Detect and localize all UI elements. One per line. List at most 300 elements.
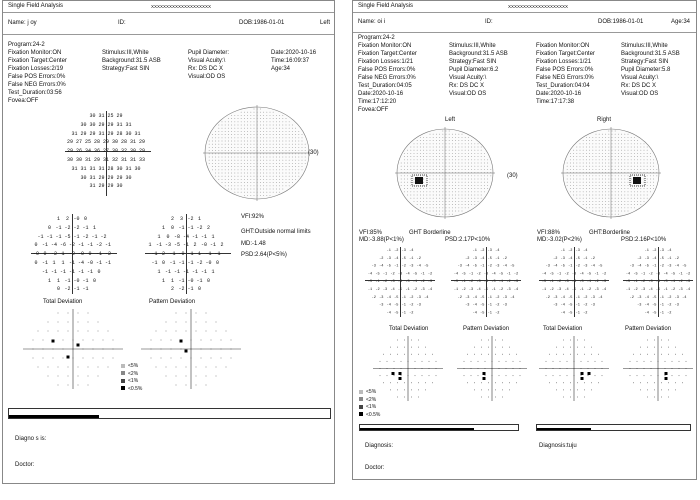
gray-dot <box>414 147 415 148</box>
numeric-cell: -2 <box>394 249 399 253</box>
gray-dot <box>433 169 434 170</box>
gray-dot <box>637 175 638 176</box>
numeric-grid <box>623 247 693 317</box>
gray-dot <box>452 140 453 141</box>
gray-dot <box>270 166 271 167</box>
gray-dot <box>449 182 450 183</box>
gray-dot <box>426 201 427 202</box>
gray-dot <box>644 150 645 151</box>
gray-dot <box>209 153 210 154</box>
gray-dot <box>414 179 415 180</box>
gray-dot <box>247 160 248 161</box>
gray-dot <box>602 134 603 135</box>
numeric-cell: -4 <box>655 280 661 285</box>
prob-dot <box>201 358 202 359</box>
gray-dot <box>644 169 645 170</box>
gray-dot <box>250 153 251 154</box>
gray-dot <box>270 131 271 132</box>
gray-dot <box>599 159 600 160</box>
gray-dot <box>589 137 590 138</box>
gray-dot <box>234 128 235 129</box>
prob-dot <box>113 358 114 359</box>
gray-dot <box>580 159 581 160</box>
gray-dot <box>462 175 463 176</box>
gray-dot <box>634 147 635 148</box>
gray-dot <box>289 179 290 180</box>
gray-dot <box>573 169 574 170</box>
gray-dot <box>462 156 463 157</box>
gray-dot <box>250 157 251 158</box>
gray-dot <box>404 156 405 157</box>
gray-dot <box>263 121 264 122</box>
numeric-cell: -3 <box>583 264 588 269</box>
gray-dot <box>474 204 475 205</box>
gray-dot <box>452 211 453 212</box>
gray-dot <box>612 163 613 164</box>
gray-dot <box>254 176 255 177</box>
gray-dot <box>586 207 587 208</box>
gray-dot <box>247 131 248 132</box>
prob-dot <box>201 340 202 341</box>
gray-dot <box>650 188 651 189</box>
gray-dot <box>212 166 213 167</box>
gray-dot <box>589 166 590 167</box>
gray-dot <box>215 160 216 161</box>
prob-dot <box>196 367 197 368</box>
gray-dot <box>254 182 255 183</box>
threshold-value: 31 <box>102 157 110 163</box>
gray-dot <box>624 191 625 192</box>
threshold-value: 36 <box>93 148 101 155</box>
gray-dot <box>631 207 632 208</box>
gray-dot <box>637 195 638 196</box>
prob-dot <box>598 354 599 355</box>
prob-dot <box>196 313 197 314</box>
prob-dot <box>488 382 489 383</box>
total-deviation-value: -1 <box>64 277 71 284</box>
gray-dot <box>449 134 450 135</box>
prob-dot <box>675 389 676 390</box>
gray-dot <box>580 185 581 186</box>
gray-dot <box>423 140 424 141</box>
gray-dot <box>471 201 472 202</box>
gray-dot <box>586 182 587 183</box>
prob-mark <box>665 372 668 375</box>
gray-dot <box>583 185 584 186</box>
gray-dot <box>417 204 418 205</box>
gray-dot <box>247 163 248 164</box>
threshold-value: 31 <box>125 165 132 172</box>
gray-dot <box>282 189 283 190</box>
prob-dot <box>640 354 641 355</box>
numeric-cell: -5 <box>568 311 573 316</box>
gray-dot <box>292 134 293 135</box>
gray-dot <box>241 179 242 180</box>
prob-dot <box>488 389 489 390</box>
gray-dot <box>270 125 271 126</box>
gray-dot <box>279 160 280 161</box>
threshold-value: 25 <box>107 113 114 119</box>
gray-dot <box>471 195 472 196</box>
gray-dot <box>260 195 261 196</box>
prob-dot <box>411 347 412 348</box>
gray-dot <box>298 144 299 145</box>
gray-dot <box>263 157 264 158</box>
gray-dot <box>599 147 600 148</box>
prob-dot <box>425 382 426 383</box>
gray-dot <box>634 195 635 196</box>
gray-dot <box>404 179 405 180</box>
prob-dot <box>668 397 669 398</box>
prob-dot <box>682 354 683 355</box>
gray-dot <box>266 121 267 122</box>
total-deviation-value: -6 <box>59 242 67 249</box>
pattern-deviation-value: 2 <box>193 242 197 249</box>
gray-dot <box>621 185 622 186</box>
gray-dot <box>592 137 593 138</box>
gray-dot <box>583 140 584 141</box>
gray-dot <box>468 198 469 199</box>
gray-dot <box>446 204 447 205</box>
prob-dot <box>563 347 564 348</box>
threshold-value: 31 <box>89 174 96 181</box>
gray-dot <box>605 201 606 202</box>
gray-dot <box>414 166 415 167</box>
gray-dot <box>407 166 408 167</box>
prob-dot <box>570 397 571 398</box>
numeric-cell: -4 <box>386 311 391 316</box>
gray-dot <box>215 134 216 135</box>
numeric-cell: -4 <box>590 264 595 269</box>
gray-dot <box>266 176 267 177</box>
gray-dot <box>414 159 415 160</box>
gray-dot <box>449 188 450 189</box>
prob-dot <box>506 361 507 362</box>
gray-dot <box>442 163 443 164</box>
gray-dot <box>653 185 654 186</box>
gray-dot <box>628 166 629 167</box>
total-deviation-value: -1 <box>50 268 58 275</box>
gray-dot <box>423 143 424 144</box>
prob-dot <box>113 340 114 341</box>
gray-dot <box>286 141 287 142</box>
prob-dot <box>553 375 554 376</box>
gray-dot <box>452 191 453 192</box>
gray-dot <box>596 182 597 183</box>
gray-dot <box>238 121 239 122</box>
gray-dot <box>596 166 597 167</box>
gray-dot <box>423 204 424 205</box>
gray-dot <box>302 134 303 135</box>
prob-dot <box>166 322 167 323</box>
gray-dot <box>455 198 456 199</box>
gray-dot <box>215 131 216 132</box>
gray-dot <box>631 156 632 157</box>
gray-dot <box>423 191 424 192</box>
gray-dot <box>624 179 625 180</box>
gray-dot <box>452 137 453 138</box>
gray-dot <box>449 150 450 151</box>
gray-dot <box>266 128 267 129</box>
prob-dot <box>630 361 631 362</box>
numeric-cell: -3 <box>644 256 649 261</box>
report-right-dual <box>352 0 697 480</box>
prob-dot <box>495 354 496 355</box>
gray-dot <box>222 137 223 138</box>
pattern-deviation-value: -1 <box>182 268 190 275</box>
prob-dot <box>577 397 578 398</box>
numeric-cell: -3 <box>386 256 391 261</box>
numeric-cell: -4 <box>483 280 489 285</box>
gray-dot <box>231 147 232 148</box>
gray-dot <box>640 150 641 151</box>
gray-dot <box>436 159 437 160</box>
gray-dot <box>433 153 434 154</box>
gray-dot <box>490 175 491 176</box>
gray-dot <box>458 185 459 186</box>
gray-dot <box>458 153 459 154</box>
gray-dot <box>241 157 242 158</box>
gray-dot <box>298 157 299 158</box>
prob-dot <box>581 361 582 362</box>
gray-dot <box>410 195 411 196</box>
gray-dot <box>647 188 648 189</box>
gray-dot <box>462 134 463 135</box>
gray-dot <box>465 185 466 186</box>
gray-dot <box>644 163 645 164</box>
gray-dot <box>478 166 479 167</box>
total-deviation-value: -1 <box>41 260 49 266</box>
gray-dot <box>218 173 219 174</box>
prob-dot <box>206 322 207 323</box>
numeric-cell: -4 <box>583 249 588 253</box>
gray-dot <box>462 147 463 148</box>
gray-dot <box>586 191 587 192</box>
numeric-cell: -3 <box>545 264 550 269</box>
gray-dot <box>471 156 472 157</box>
gray-dot <box>266 166 267 167</box>
gray-dot <box>468 201 469 202</box>
gray-dot <box>624 188 625 189</box>
gray-dot <box>481 188 482 189</box>
prob-dot <box>98 331 99 332</box>
gray-dot <box>442 204 443 205</box>
gray-dot <box>602 137 603 138</box>
pattern-deviation-value: 0 <box>161 260 166 266</box>
gray-dot <box>586 156 587 157</box>
gray-dot <box>439 201 440 202</box>
prob-dot <box>591 347 592 348</box>
gray-dot <box>592 211 593 212</box>
gray-dot <box>455 147 456 148</box>
gray-dot <box>407 163 408 164</box>
gray-dot <box>640 159 641 160</box>
gray-dot <box>599 137 600 138</box>
gray-dot <box>423 159 424 160</box>
numeric-cell: -5 <box>663 280 668 285</box>
gray-dot <box>608 163 609 164</box>
gray-dot <box>583 175 584 176</box>
numeric-cell: -4 <box>394 256 399 261</box>
gray-dot <box>647 169 648 170</box>
gray-dot <box>481 159 482 160</box>
gray-dot <box>238 182 239 183</box>
gray-dot <box>234 150 235 151</box>
gray-dot <box>442 140 443 141</box>
numeric-cell: -4 <box>644 295 649 300</box>
prob-dot <box>390 354 391 355</box>
gray-dot <box>276 128 277 129</box>
prob-mark <box>399 372 402 375</box>
gray-dot <box>238 169 239 170</box>
gray-dot <box>282 150 283 151</box>
gray-dot <box>628 134 629 135</box>
gray-dot <box>589 207 590 208</box>
pattern-deviation-value: -1 <box>164 268 172 275</box>
numeric-cell: -5 <box>394 311 399 316</box>
gray-dot <box>618 175 619 176</box>
gray-dot <box>414 195 415 196</box>
prob-dot <box>474 354 475 355</box>
numeric-cell: -1 <box>652 264 657 269</box>
gray-dot <box>289 125 290 126</box>
gray-dot <box>298 173 299 174</box>
gray-dot <box>292 182 293 183</box>
gray-dot <box>468 169 469 170</box>
gray-dot <box>567 163 568 164</box>
prob-dot <box>383 382 384 383</box>
gray-dot <box>634 204 635 205</box>
numeric-cell: -1 <box>568 264 573 269</box>
gray-dot <box>442 131 443 132</box>
gray-dot <box>260 192 261 193</box>
gray-dot <box>289 157 290 158</box>
gray-dot <box>628 201 629 202</box>
gray-dot <box>234 115 235 116</box>
numeric-cell: -4 <box>424 295 429 300</box>
numeric-cell: -1 <box>498 280 504 285</box>
gray-dot <box>471 140 472 141</box>
gray-dot <box>573 188 574 189</box>
prob-dot <box>661 354 662 355</box>
gray-dot <box>615 207 616 208</box>
pattern-deviation-value: 1 <box>148 242 152 249</box>
gray-dot <box>238 163 239 164</box>
gray-dot <box>618 147 619 148</box>
gray-dot <box>653 163 654 164</box>
gray-dot <box>222 150 223 151</box>
gray-dot <box>234 166 235 167</box>
gray-dot <box>586 166 587 167</box>
gray-dot <box>244 179 245 180</box>
numeric-cell: -2 <box>633 288 638 292</box>
prob-dot <box>640 347 641 348</box>
gray-dot <box>452 207 453 208</box>
gray-dot <box>254 128 255 129</box>
gray-dot <box>279 134 280 135</box>
gray-dot <box>273 176 274 177</box>
numeric-cell: -2 <box>502 256 507 261</box>
gray-dot <box>225 134 226 135</box>
prob-dot <box>471 361 472 362</box>
legend-item <box>121 371 138 377</box>
gray-dot <box>452 166 453 167</box>
gray-dot <box>465 201 466 202</box>
gray-dot <box>241 112 242 113</box>
gray-dot <box>241 137 242 138</box>
numeric-cell: -3 <box>476 280 481 285</box>
gray-dot <box>433 156 434 157</box>
gray-dot <box>260 115 261 116</box>
gray-dot <box>238 144 239 145</box>
gray-dot <box>228 125 229 126</box>
gray-dot <box>474 201 475 202</box>
prob-dot <box>654 389 655 390</box>
numeric-cell: -4 <box>568 256 573 261</box>
gray-dot <box>436 134 437 135</box>
prob-dot <box>171 358 172 359</box>
gray-dot <box>286 131 287 132</box>
gray-dot <box>650 169 651 170</box>
gray-dot <box>286 150 287 151</box>
gray-dot <box>407 156 408 157</box>
gray-dot <box>580 147 581 148</box>
gray-dot <box>234 185 235 186</box>
gray-dot <box>612 131 613 132</box>
gray-dot <box>295 147 296 148</box>
gray-dot <box>225 144 226 145</box>
prob-dot <box>577 347 578 348</box>
gray-dot <box>596 159 597 160</box>
gray-dot <box>410 185 411 186</box>
gray-dot <box>231 134 232 135</box>
gray-dot <box>247 150 248 151</box>
prob-dot <box>176 376 177 377</box>
numeric-cell: -2 <box>549 288 554 292</box>
gray-dot <box>471 185 472 186</box>
gray-dot <box>458 159 459 160</box>
total-deviation-value: -1 <box>104 242 112 249</box>
gray-dot <box>449 147 450 148</box>
prob-dot <box>602 361 603 362</box>
gray-dot <box>608 195 609 196</box>
gray-dot <box>628 185 629 186</box>
gray-dot <box>218 147 219 148</box>
gray-dot <box>417 188 418 189</box>
numeric-cell: -3 <box>416 295 421 300</box>
gray-dot <box>279 121 280 122</box>
gray-dot <box>295 169 296 170</box>
prob-dot <box>211 340 212 341</box>
gray-dot <box>436 137 437 138</box>
numeric-cell: -1 <box>468 272 474 277</box>
prob-dot <box>654 397 655 398</box>
gray-dot <box>618 163 619 164</box>
gray-dot <box>465 153 466 154</box>
pattern-deviation-value: -1 <box>205 251 212 258</box>
doctor-label: Doctor: <box>15 462 35 468</box>
gray-dot <box>621 204 622 205</box>
gray-dot <box>228 137 229 138</box>
gray-dot <box>279 150 280 151</box>
numeric-cell: -1 <box>472 249 477 253</box>
numeric-cell: -1 <box>644 249 649 253</box>
numeric-cell: -4 <box>427 288 433 292</box>
gray-dot <box>436 179 437 180</box>
gray-dot <box>439 150 440 151</box>
gray-dot <box>276 176 277 177</box>
prob-dot <box>495 382 496 383</box>
